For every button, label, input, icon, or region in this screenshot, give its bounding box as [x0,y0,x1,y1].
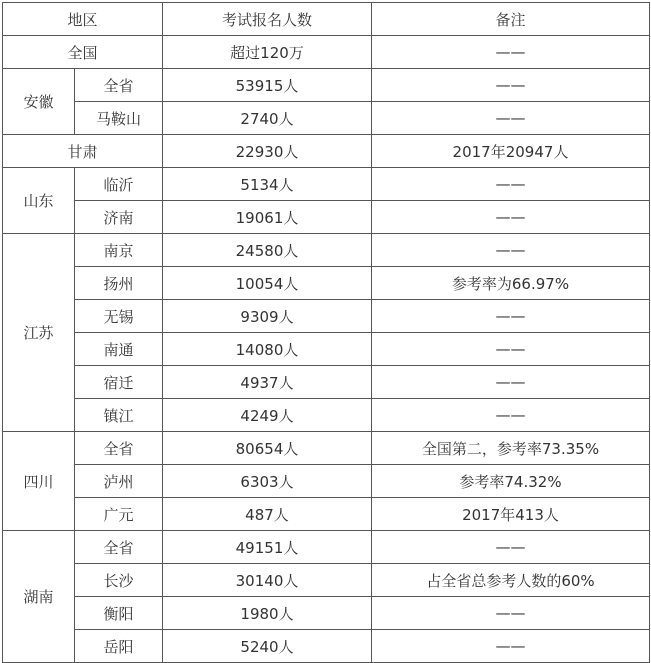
table-row [3,234,650,267]
note-cell: 参考率为66.97% [372,267,650,300]
table-row [3,597,650,630]
sub-region-cell: 南京 [75,234,163,267]
national-note: —— [372,36,650,69]
sub-region-cell: 衡阳 [75,597,163,630]
count-cell: 2740人 [163,102,372,135]
sub-region-cell: 南通 [75,333,163,366]
table-row [3,399,650,432]
note-cell: 参考率74.32% [372,465,650,498]
header-count: 考试报名人数 [163,3,372,36]
region-cell-jiangsu: 江苏 [3,234,75,432]
table-row [3,168,650,201]
count-cell: 10054人 [163,267,372,300]
note-cell: —— [372,69,650,102]
note-cell: 2017年20947人 [372,135,650,168]
header-note: 备注 [372,3,650,36]
gansu-label: 甘肃 [3,135,163,168]
table-row [3,432,650,465]
count-cell: 4249人 [163,399,372,432]
table-header-row [3,3,650,36]
note-cell: —— [372,366,650,399]
count-cell: 9309人 [163,300,372,333]
table-row [3,69,650,102]
count-cell: 24580人 [163,234,372,267]
table-row [3,366,650,399]
region-cell-anhui: 安徽 [3,69,75,135]
region-cell-hunan: 湖南 [3,531,75,663]
table-row [3,333,650,366]
count-cell: 30140人 [163,564,372,597]
table-row-national [3,36,650,69]
header-region: 地区 [3,3,163,36]
note-cell: —— [372,300,650,333]
table-row [3,630,650,663]
note-cell: —— [372,168,650,201]
table-row-gansu [3,135,650,168]
note-cell: —— [372,597,650,630]
table-row [3,267,650,300]
sub-region-cell: 临沂 [75,168,163,201]
table-row [3,531,650,564]
count-cell: 6303人 [163,465,372,498]
note-cell: —— [372,630,650,663]
sub-region-cell: 岳阳 [75,630,163,663]
region-cell-sichuan: 四川 [3,432,75,531]
count-cell: 5240人 [163,630,372,663]
table-row [3,498,650,531]
national-count: 超过120万 [163,36,372,69]
table-row [3,201,650,234]
sub-region-cell: 马鞍山 [75,102,163,135]
region-cell-shandong: 山东 [3,168,75,234]
count-cell: 5134人 [163,168,372,201]
sub-region-cell: 全省 [75,531,163,564]
count-cell: 80654人 [163,432,372,465]
table-row [3,564,650,597]
sub-region-cell: 宿迁 [75,366,163,399]
sub-region-cell: 扬州 [75,267,163,300]
count-cell: 49151人 [163,531,372,564]
count-cell: 14080人 [163,333,372,366]
sub-region-cell: 济南 [75,201,163,234]
count-cell: 4937人 [163,366,372,399]
note-cell: —— [372,531,650,564]
sub-region-cell: 全省 [75,69,163,102]
note-cell: 占全省总参考人数的60% [372,564,650,597]
sub-region-cell: 无锡 [75,300,163,333]
count-cell: 53915人 [163,69,372,102]
registration-table [2,2,650,663]
table-row [3,300,650,333]
note-cell: —— [372,201,650,234]
note-cell: 全国第二，参考率73.35% [372,432,650,465]
count-cell: 487人 [163,498,372,531]
sub-region-cell: 镇江 [75,399,163,432]
national-label: 全国 [3,36,163,69]
table-row [3,102,650,135]
sub-region-cell: 泸州 [75,465,163,498]
count-cell: 22930人 [163,135,372,168]
count-cell: 19061人 [163,201,372,234]
sub-region-cell: 长沙 [75,564,163,597]
sub-region-cell: 全省 [75,432,163,465]
sub-region-cell: 广元 [75,498,163,531]
note-cell: —— [372,333,650,366]
note-cell: —— [372,399,650,432]
note-cell: —— [372,102,650,135]
table-row [3,465,650,498]
note-cell: 2017年413人 [372,498,650,531]
note-cell: —— [372,234,650,267]
count-cell: 1980人 [163,597,372,630]
